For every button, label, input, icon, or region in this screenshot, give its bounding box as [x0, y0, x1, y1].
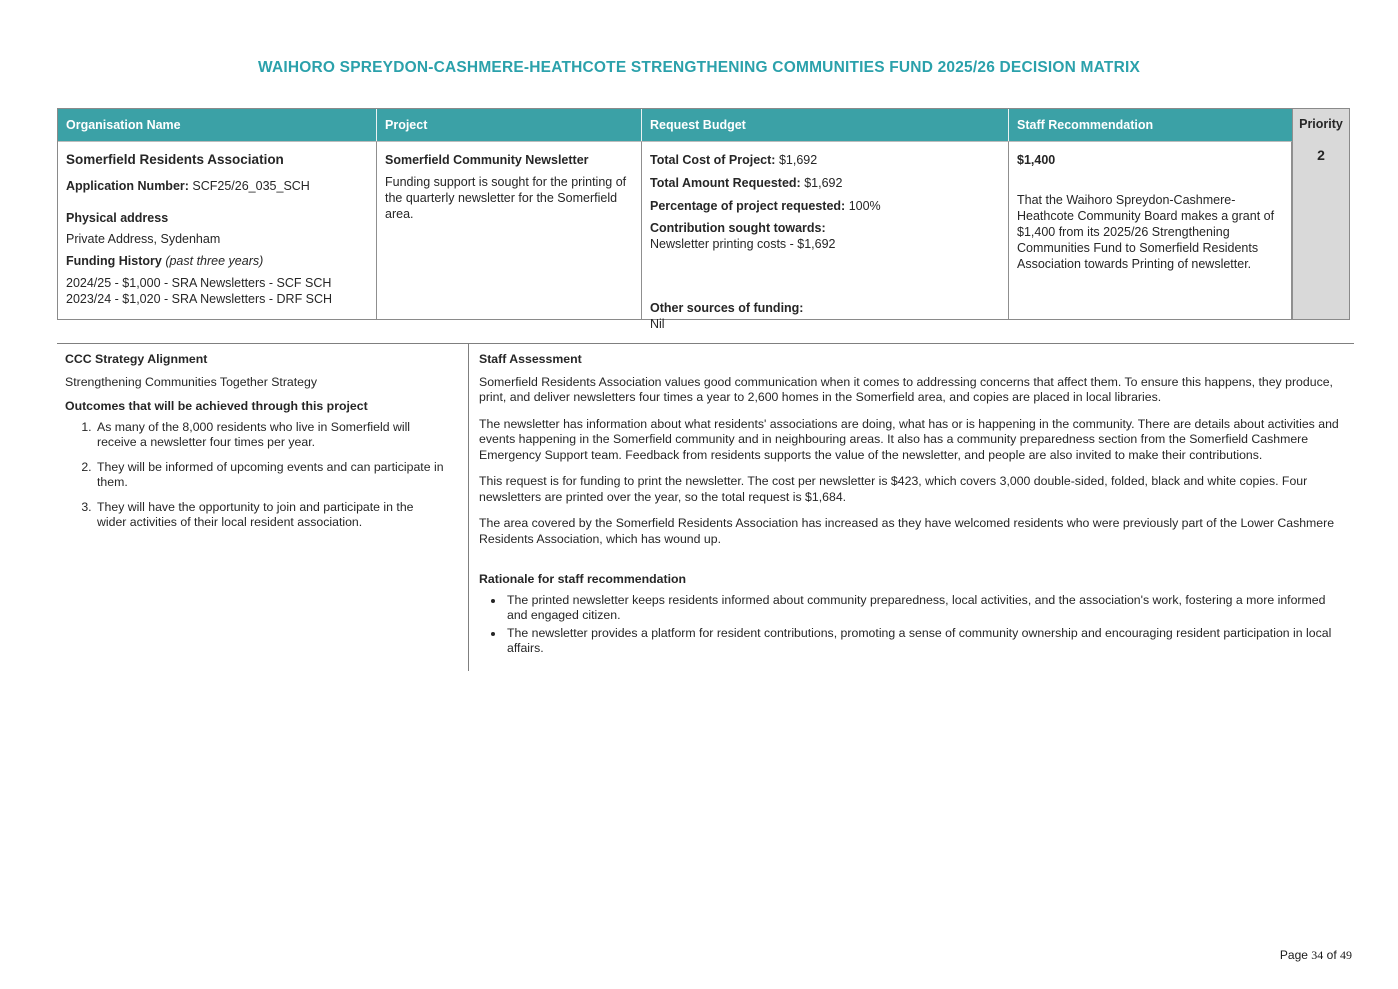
rationale-list	[479, 593, 1344, 657]
application-number-label: Application Number:	[66, 179, 189, 193]
application-number-value: SCF25/26_035_SCH	[192, 179, 310, 193]
recommendation-amount: $1,400	[1017, 153, 1056, 167]
priority-value: 2	[1317, 147, 1325, 163]
percentage-label: Percentage of project requested:	[650, 199, 846, 213]
outcomes-list	[65, 420, 446, 531]
percentage-line	[650, 198, 998, 214]
other-sources-value: Nil	[650, 317, 665, 331]
strategy-name: Strengthening Communities Together Strategy	[65, 374, 318, 389]
outcomes-heading: Outcomes that will be achieved through this project	[65, 399, 368, 413]
assessment-paragraph: Somerfield Residents Association values good communication when it comes to addressing concerns that affect them. To ensure this happens, they produce, print, and deliver newsletters four times a year to 2,600 homes in the Somerfield area, and copies are placed in local libraries.	[479, 374, 1333, 404]
column-header-staff-recommendation: Staff Recommendation	[1009, 109, 1292, 141]
project-cell	[377, 141, 642, 319]
column-header-priority: Priority	[1299, 117, 1343, 131]
application-number-line	[66, 178, 366, 194]
contribution-value: Newsletter printing costs - $1,692	[650, 237, 836, 251]
funding-history-label: Funding History	[66, 254, 162, 268]
request-budget-cell	[642, 141, 1009, 331]
rationale-item: • The newsletter provides a platform for resident contributions, promoting a sense of community ownership and encouraging resident participation in local affairs.	[505, 626, 1344, 657]
total-requested-label: Total Amount Requested:	[650, 176, 801, 190]
project-name: Somerfield Community Newsletter	[385, 153, 589, 167]
contribution-label: Contribution sought towards:	[650, 221, 826, 235]
page-label: Page	[1279, 948, 1308, 962]
organisation-cell	[58, 141, 377, 319]
staff-assessment-panel	[468, 344, 1354, 671]
organisation-name: Somerfield Residents Association	[66, 152, 284, 167]
page-footer	[1280, 948, 1352, 963]
page-title: WAIHORO SPREYDON-CASHMERE-HEATHCOTE STRENGTHENING COMMUNITIES FUND 2025/26 DECISION MATRIX	[257, 59, 1141, 76]
physical-address-label: Physical address	[66, 211, 169, 225]
total-cost-label: Total Cost of Project:	[650, 153, 776, 167]
other-sources-label: Other sources of funding:	[650, 301, 804, 315]
column-header-request-budget: Request Budget	[642, 109, 1009, 141]
percentage-value: 100%	[848, 199, 881, 213]
rationale-heading: Rationale for staff recommendation	[479, 572, 687, 586]
recommendation-text: That the Waihoro Spreydon-Cashmere-Heathcote Community Board makes a grant of $1,400 from its 2025/26 Strengthening Communities Fund to Somerfield Residents Association towards Printing of newsletter.	[1017, 193, 1275, 271]
column-header-organisation-name: Organisation Name	[58, 109, 377, 141]
page-number: 34	[1311, 948, 1324, 962]
staff-recommendation-cell	[1009, 141, 1292, 319]
funding-history-item: 2024/25 - $1,000 - SRA Newsletters - SCF SCH	[66, 276, 332, 290]
outcome-item: 1. As many of the 8,000 residents who live in Somerfield will receive a newsletter four times per year.	[95, 420, 446, 451]
assessment-paragraph: The newsletter has information about what residents' associations are doing, what has or is happening in the community. There are details about activities and events happening in the Somerfield community and in neighbouring areas. It also has a community preparedness section from the Somerfield Cashmere Emergency Support team. Feedback from residents supports the value of the newsletter, and people are also invited to make their contributions.	[479, 416, 1339, 462]
column-header-project: Project	[377, 109, 642, 141]
page-of-label: of	[1326, 948, 1337, 962]
strategy-panel	[57, 344, 468, 671]
strategy-heading: CCC Strategy Alignment	[65, 352, 208, 366]
page-total: 49	[1340, 948, 1352, 962]
rationale-item: • The printed newsletter keeps residents informed about community preparedness, local activities, and the association's work, fostering a more informed and engaged citizen.	[505, 593, 1344, 624]
funding-history-item: 2023/24 - $1,020 - SRA Newsletters - DRF SCH	[66, 292, 333, 306]
total-requested-line	[650, 175, 998, 191]
total-cost-line	[650, 152, 998, 168]
funding-history-label-line	[66, 253, 366, 269]
physical-address-value: Private Address, Sydenham	[66, 232, 221, 246]
funding-history-note: (past three years)	[165, 254, 264, 268]
total-cost-value: $1,692	[778, 153, 818, 167]
assessment-paragraph: This request is for funding to print the newsletter. The cost per newsletter is $423, which covers 3,000 double-sided, folded, black and white copies. Four newsletters are printed over the year, so the total request is $1,684.	[479, 474, 1308, 504]
outcome-item: 2. They will be informed of upcoming events and can participate in them.	[95, 460, 446, 491]
assessment-paragraph: The area covered by the Somerfield Residents Association has increased as they have welcomed residents who were previously part of the Lower Cashmere Residents Association, which has wound up.	[479, 516, 1335, 546]
staff-assessment-heading: Staff Assessment	[479, 352, 582, 366]
decision-matrix-table	[57, 108, 1350, 331]
priority-cell	[1292, 109, 1349, 319]
outcome-item: 3. They will have the opportunity to join and participate in the wider activities of their local resident association.	[95, 500, 446, 531]
total-requested-value: $1,692	[804, 176, 843, 190]
project-description: Funding support is sought for the printing of the quarterly newsletter for the Somerfield area.	[385, 175, 627, 221]
assessment-section	[57, 343, 1354, 671]
